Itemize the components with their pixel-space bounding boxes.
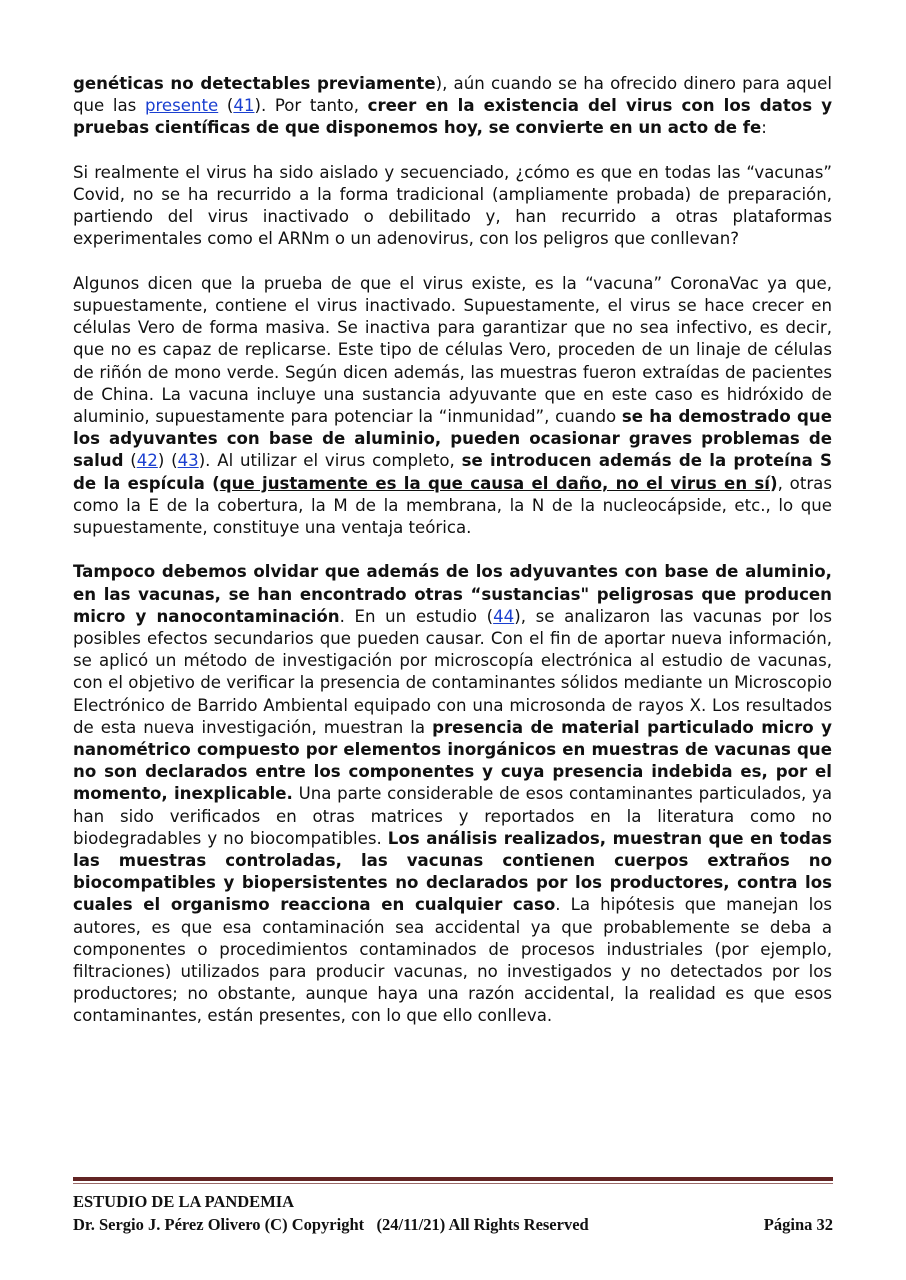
- bold-text: se ha demostrado que los adyuvantes con base de aluminio, pueden ocasionar graves problemas de salud: [73, 407, 832, 471]
- reference-link[interactable]: 42: [136, 451, 158, 471]
- text: Si realmente el virus ha sido aislado y secuenciado, ¿cómo es que en todas las “vacunas” Covid, no se ha recurrido a la forma tradicional (ampliamente probada) de preparación, partiendo del virus inactivado o debilitado y, han recurrido a otras plataformas experimentales como el ARNm o un adenovirus, con los peligros que conllevan?: [73, 162, 832, 249]
- document-body: [73, 73, 832, 1050]
- reference-link[interactable]: 41: [233, 96, 255, 116]
- page-number: Página 32: [763, 1215, 833, 1234]
- text: Una parte considerable de esos contaminantes particulados, ya han sido verificados en otras matrices y reportados en la literatura como no biodegradables y no biocompatibles.: [73, 784, 832, 848]
- paragraph: [73, 561, 832, 1027]
- bold-text: se introducen además de la proteína S de la espícula (: [73, 451, 832, 493]
- reference-link[interactable]: presente: [144, 96, 219, 116]
- text: :: [761, 118, 767, 138]
- bold-text: Los análisis realizados, muestran que en todas las muestras controladas, las vacunas contienen cuerpos extraños no biocompatibles y biopersistentes no declarados por los productores, contra los cuales el organismo reacciona en cualquier caso: [73, 828, 832, 915]
- footer-title: ESTUDIO DE LA PANDEMIA: [73, 1192, 295, 1211]
- text: ) (: [157, 451, 178, 471]
- text: . En un estudio (: [339, 606, 494, 626]
- footer-rule: [73, 1177, 833, 1181]
- reference-link[interactable]: 43: [177, 451, 199, 471]
- text: Algunos dicen que la prueba de que el virus existe, es la “vacuna” CoronaVac ya que, supuestamente, contiene el virus inactivado. Supuestamente, el virus se hace crecer en células Vero de forma masiva. Se inactiva para garantizar que no sea infectivo, es decir, que no es capaz de replicarse. Este tipo de células Vero, proceden de un linaje de células de riñón de mono verde. Según dicen además, las muestras fueron extraídas de pacientes de China. La vacuna incluye una sustancia adyuvante que en este caso es hidróxido de aluminio, supuestamente para potenciar la “inmunidad”, cuando: [73, 273, 832, 427]
- paragraph: [73, 73, 832, 140]
- text: ). Al utilizar el virus completo,: [198, 451, 462, 471]
- paragraph: [73, 273, 832, 539]
- text: , otras como la E de la cobertura, la M de la membrana, la N de la nucleocápside, etc., lo que supuestamente, constituye una ventaja teórica.: [73, 473, 832, 538]
- bold-text: ): [770, 473, 778, 493]
- bold-text: creer en la existencia del virus con los datos y pruebas científicas de que disponemos hoy, se convierte en un acto de fe: [73, 96, 833, 138]
- text: ), aún cuando se ha ofrecido dinero para aquel que las: [73, 74, 832, 116]
- footer-rule-thin: [73, 1183, 833, 1184]
- page-footer: [73, 1190, 833, 1236]
- bold-text: Tampoco debemos olvidar que además de los adyuvantes con base de aluminio, en las vacunas, se han encontrado otras “sustancias" peligrosas que producen micro y nanocontaminación: [73, 562, 832, 626]
- footer-author: Dr. Sergio J. Pérez Olivero (C) Copyright (24/11/21) All Rights Reserved: [73, 1215, 589, 1234]
- text: (: [123, 451, 137, 471]
- paragraph: [73, 162, 832, 251]
- reference-link[interactable]: 44: [493, 606, 515, 626]
- bold-text: genéticas no detectables previamente: [73, 74, 436, 93]
- text: . La hipótesis que manejan los autores, es que esa contaminación sea accidental ya que probablemente se deba a componentes o procedimientos contaminados de procesos industriales (por ejemplo, filtraciones) utilizados para producir vacunas, no investigados y no detectados por los productores; no obstante, aunque haya una razón accidental, la realidad es que esos contaminantes, están presentes, con lo que ello conlleva.: [73, 895, 832, 1026]
- bold-text: presencia de material particulado micro y nanométrico compuesto por elementos inorgánicos en muestras de vacunas que no son declarados entre los componentes y cuya presencia indebida es, por el momento, inexplicable.: [73, 717, 832, 804]
- text: ). Por tanto,: [254, 96, 368, 116]
- text: (: [218, 96, 234, 116]
- bold-text: que justamente es la que causa el daño, no el virus en sí: [219, 473, 770, 493]
- text: ), se analizaron las vacunas por los posibles efectos secundarios que pueden causar. Con el fin de aportar nueva información, se aplicó un método de investigación por microscopía electrónica al estudio de vacunas, con el objetivo de verificar la presencia de contaminantes sólidos mediante un Microscopio Electrónico de Barrido Ambiental equipado con una microsonda de rayos X. Los resultados de esta nueva investigación, muestran la: [73, 606, 832, 737]
